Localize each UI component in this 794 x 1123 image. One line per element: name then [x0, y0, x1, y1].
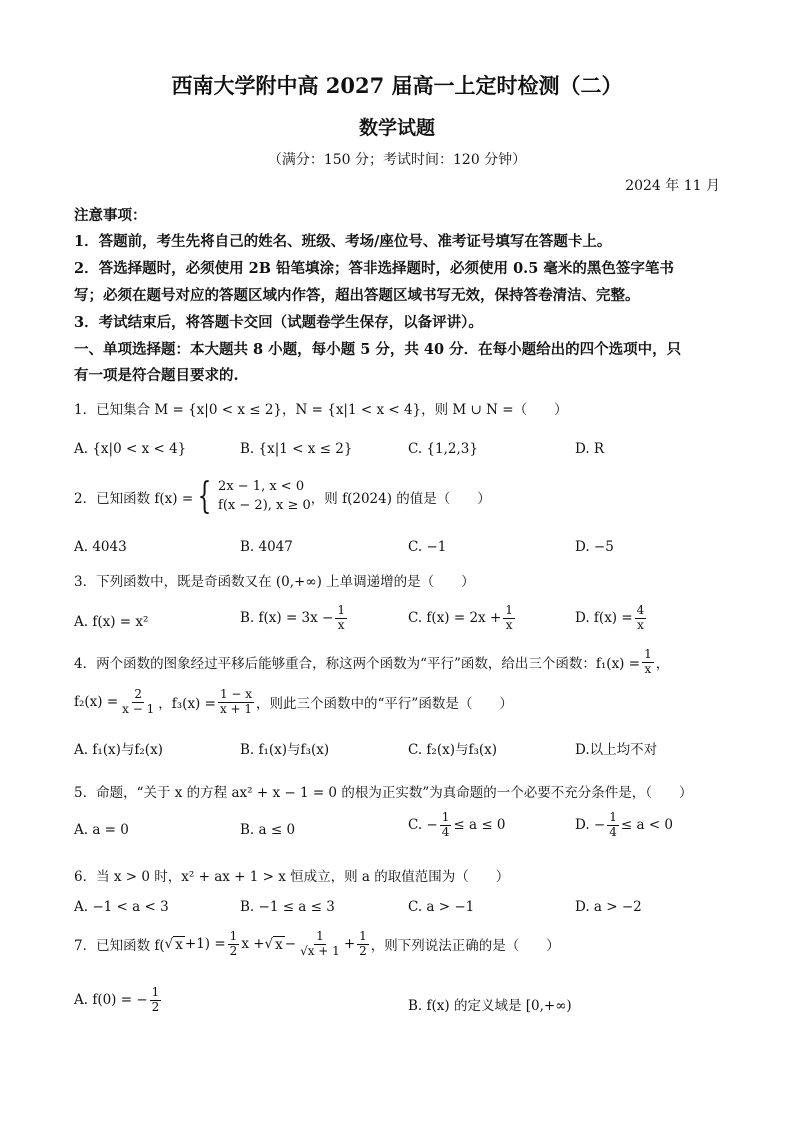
question-4	[74, 648, 669, 677]
q4-option-a: A. f₁(x)与f₂(x)	[74, 742, 163, 758]
section-heading-line2: 有一项是符合题目要求的.	[74, 367, 239, 384]
denominator: 2	[151, 999, 160, 1014]
q5-option-c-rest: ≤ a ≤ 0	[453, 817, 506, 834]
q6-option-b: B. −1 ≤ a ≤ 3	[240, 899, 335, 915]
q2-case-2: f(x − 2), x ≥ 0	[218, 497, 311, 513]
exam-subject: 数学试题	[358, 117, 435, 139]
numerator: 1	[505, 603, 513, 617]
q4-f3-label: ，f₃(x) =	[158, 696, 216, 713]
sqrt-symbol: √	[164, 936, 174, 953]
question-7	[74, 930, 560, 959]
q4-f2-label: f₂(x) =	[74, 694, 119, 711]
numerator: 1	[229, 929, 238, 943]
fraction	[607, 811, 619, 840]
notice-item-3: 3．考试结束后，将答题卡交回（试题卷学生保存，以备评讲）。	[74, 314, 483, 331]
numerator: 1	[644, 647, 652, 661]
question-6: 6．当 x > 0 时，x² + ax + 1 > x 恒成立，则 a 的取值范围为（ ）	[74, 869, 510, 885]
q1-option-b: B. {x|1 < x ≤ 2}	[240, 441, 353, 457]
q3-option-b	[240, 604, 349, 633]
fraction	[335, 604, 347, 633]
q4-option-d: D.以上均不对	[575, 742, 658, 758]
q2-prefix: 2．已知函数 f(x) =	[74, 490, 194, 507]
numerator: 2	[134, 687, 143, 701]
q2-option-d: D. −5	[575, 539, 614, 555]
fraction	[298, 930, 342, 959]
denominator: x	[644, 661, 652, 676]
fraction	[440, 811, 452, 840]
q3-option-d-text: D. f(x) =	[575, 610, 633, 627]
numerator: 1	[316, 929, 324, 943]
q4-suffix: ，则此三个函数中的“平行”函数是（ ）	[256, 696, 513, 713]
q2-piecewise	[193, 475, 311, 517]
q6-option-c: C. a > −1	[408, 899, 475, 915]
question-4-line2	[74, 688, 513, 717]
q7-suffix: ，则下列说法正确的是（ ）	[370, 938, 560, 955]
denominator: x	[505, 617, 513, 632]
q3-option-d	[575, 604, 648, 633]
q4-option-c: C. f₂(x)与f₃(x)	[408, 742, 498, 758]
q6-option-d: D. a > −2	[575, 899, 642, 915]
q5-option-c-text: C. −	[408, 817, 438, 834]
denominator: 4	[609, 824, 617, 839]
page-title: 西南大学附中高 2027 届高一上定时检测（二）	[171, 73, 623, 98]
q4-line1: 4．两个函数的图象经过平移后能够重合，称这两个函数为“平行”函数，给出三个函数：f₁(x) =	[74, 656, 641, 673]
denominator: x	[637, 617, 644, 632]
fraction	[228, 930, 240, 959]
fraction	[150, 986, 162, 1015]
q3-option-a: A. f(x) = x²	[74, 614, 149, 630]
numerator: 4	[636, 603, 645, 617]
comma: ，	[655, 656, 670, 673]
q5-option-c	[408, 811, 506, 840]
q5-option-d	[575, 811, 673, 840]
q7-option-b: B. f(x) 的定义域是 [0,+∞)	[408, 998, 572, 1014]
q3-option-c-text: C. f(x) = 2x +	[408, 610, 502, 627]
q6-option-a: A. −1 < a < 3	[74, 899, 169, 915]
notice-item-1: 1．答题前，考生先将自己的姓名、班级、考场/座位号、准考证号填写在答题卡上。	[74, 233, 612, 250]
denominator: x − 1	[122, 701, 155, 716]
fraction	[218, 688, 254, 717]
numerator: 1 − x	[219, 687, 253, 701]
denominator: 2	[229, 943, 238, 958]
numerator: 1	[609, 810, 617, 824]
fraction	[503, 604, 515, 633]
question-1: 1．已知集合 M = {x|0 < x ≤ 2}，N = {x|1 < x < 4}，则 M ∪ N =（ ）	[74, 402, 568, 418]
numerator: 1	[151, 985, 160, 999]
q1-option-a: A. {x|0 < x < 4}	[74, 441, 187, 457]
q2-option-b: B. 4047	[240, 539, 293, 555]
sqrt-arg: x	[275, 936, 283, 953]
q2-option-a: A. 4043	[74, 539, 127, 555]
denominator: √x + 1	[300, 943, 340, 958]
sqrt-arg: x	[175, 936, 183, 953]
q5-option-b: B. a ≤ 0	[240, 822, 296, 838]
denominator: 2	[359, 943, 367, 958]
q7-prefix: 7．已知函数 f(	[74, 938, 165, 955]
fraction	[357, 930, 369, 959]
brace-glyph: {	[197, 475, 212, 517]
q5-option-d-text: D. −	[575, 817, 606, 834]
denominator: x	[337, 617, 345, 632]
numerator: 1	[359, 929, 367, 943]
fraction	[642, 648, 654, 677]
q2-suffix: ，则 f(2024) 的值是（ ）	[310, 490, 491, 507]
q3-option-b-text: B. f(x) = 3x −	[240, 610, 334, 627]
sqrt-symbol: √	[264, 936, 274, 953]
q7-part: +	[343, 936, 356, 953]
question-3: 3．下列函数中，既是奇函数又在 (0,+∞) 上单调递增的是（ ）	[74, 574, 475, 590]
q7-part: −	[284, 936, 297, 953]
question-5: 5．命题，“关于 x 的方程 ax² + x − 1 = 0 的根为正实数”为真命题的一个必要不充分条件是，（ ）	[74, 785, 693, 801]
q2-case-1: 2x − 1, x < 0	[218, 479, 305, 494]
q5-option-d-rest: ≤ a < 0	[620, 817, 674, 834]
q7-option-a	[74, 986, 163, 1015]
denominator: 4	[441, 824, 450, 839]
q7-part: x +	[241, 936, 265, 953]
notice-item-2: 2．答选择题时，必须使用 2B 铅笔填涂；答非选择题时，必须使用 0.5 毫米的黑色签字笔书	[74, 260, 674, 277]
question-2	[74, 475, 491, 517]
q7-option-a-text: A. f(0) = −	[74, 992, 148, 1009]
notice-item-2-cont: 写；必须在题号对应的答题区域内作答，超出答题区域书写无效，保持答卷清洁、完整。	[74, 287, 640, 304]
q2-option-c: C. −1	[408, 539, 447, 555]
exam-date: 2024 年 11 月	[625, 178, 720, 194]
q5-option-a: A. a = 0	[74, 822, 129, 838]
fraction	[120, 688, 156, 717]
numerator: 1	[337, 603, 345, 617]
numerator: 1	[441, 810, 450, 824]
q3-option-c	[408, 604, 517, 633]
notice-heading: 注意事项：	[74, 207, 147, 224]
q4-option-b: B. f₁(x)与f₃(x)	[240, 742, 330, 758]
q7-part: +1) =	[184, 936, 226, 953]
fraction	[635, 604, 647, 633]
section-heading-line1: 一、单项选择题：本大题共 8 小题，每小题 5 分，共 40 分．在每小题给出的四个选项中，只	[74, 341, 682, 358]
denominator: x + 1	[219, 701, 253, 716]
exam-meta: （满分：150 分；考试时间：120 分钟）	[267, 152, 527, 168]
q1-option-d: D. R	[575, 441, 605, 457]
q1-option-c: C. {1,2,3}	[408, 441, 478, 457]
